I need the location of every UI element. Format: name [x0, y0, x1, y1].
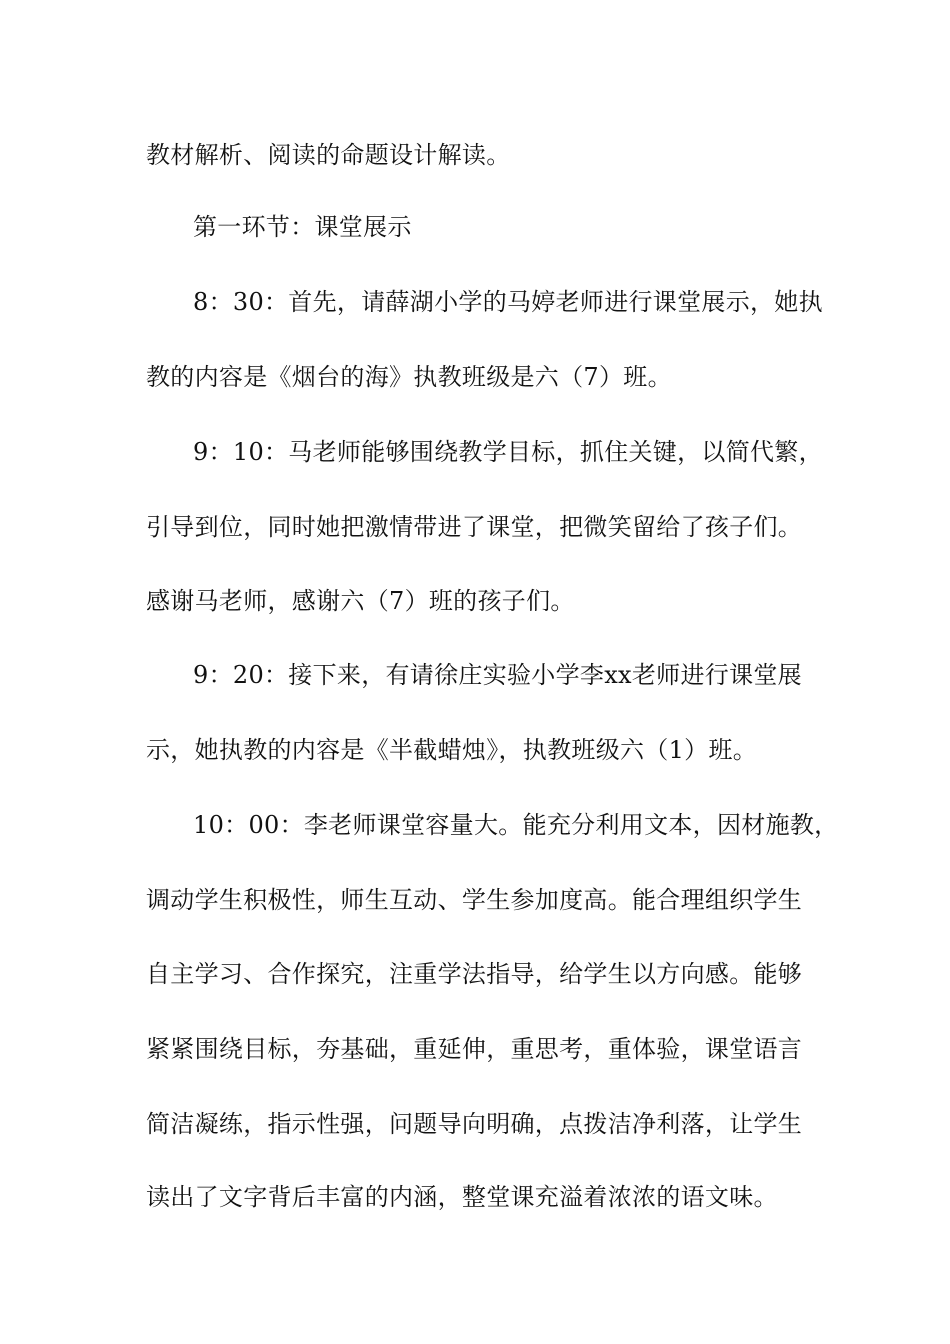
text-line-11: 调动学生积极性，师生互动、学生参加度高。能合理组织学生 — [146, 886, 803, 914]
text-line-8: 9：20：接下来，有请徐庄实验小学李xx老师进行课堂展 — [193, 661, 802, 689]
text-line-15: 读出了文字背后丰富的内涵，整堂课充溢着浓浓的语文味。 — [146, 1183, 778, 1211]
text-line-7: 感谢马老师，感谢六（7）班的孩子们。 — [146, 587, 575, 615]
text-line-3: 8：30：首先，请薛湖小学的马婷老师进行课堂展示，她执 — [193, 288, 823, 316]
text-line-14: 简洁凝练，指示性强，问题导向明确，点拨洁净利落，让学生 — [146, 1110, 803, 1138]
text-line-9: 示，她执教的内容是《半截蜡烛》，执教班级六（1）班。 — [146, 736, 758, 764]
text-line-1: 教材解析、阅读的命题设计解读。 — [146, 141, 511, 169]
text-line-6: 引导到位，同时她把激情带进了课堂，把微笑留给了孩子们。 — [146, 513, 803, 541]
text-line-13: 紧紧围绕目标，夯基础，重延伸，重思考，重体验，课堂语言 — [146, 1035, 803, 1063]
text-line-10: 10：00：李老师课堂容量大。能充分利用文本，因材施教， — [193, 811, 839, 839]
section-heading: 第一环节：课堂展示 — [193, 213, 412, 241]
text-line-4: 教的内容是《烟台的海》执教班级是六（7）班。 — [146, 363, 672, 391]
text-line-5: 9：10：马老师能够围绕教学目标，抓住关键，以简代繁， — [193, 438, 823, 466]
text-line-12: 自主学习、合作探究，注重学法指导，给学生以方向感。能够 — [146, 960, 803, 988]
